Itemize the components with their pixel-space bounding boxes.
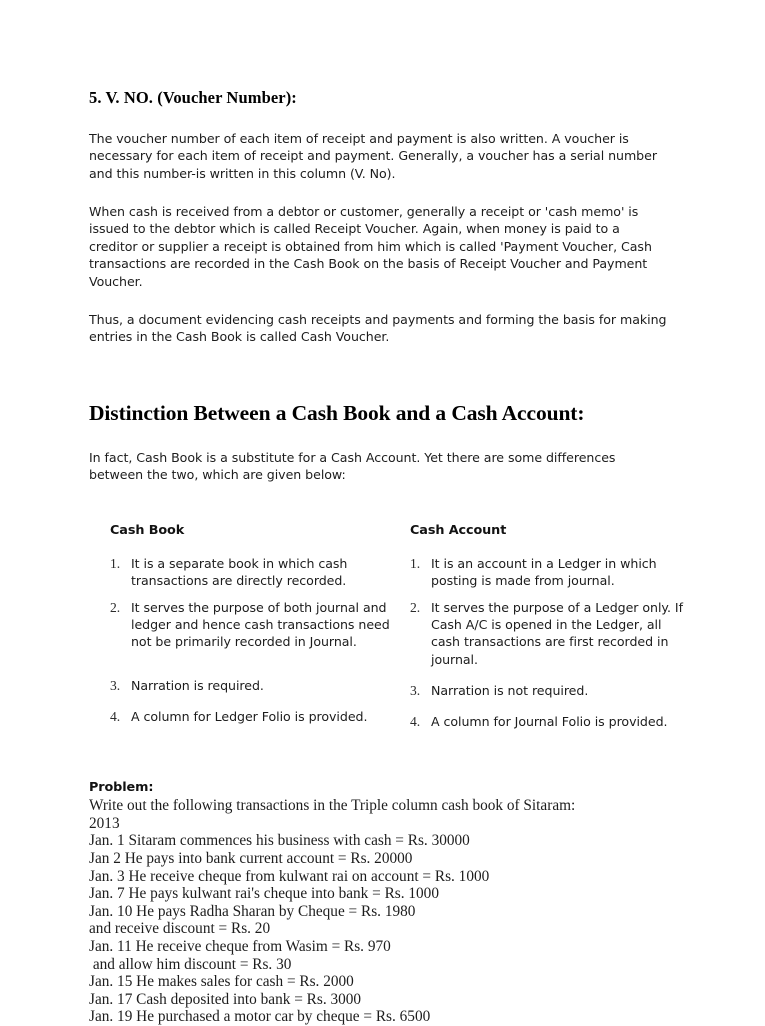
list-item-text: It serves the purpose of a Ledger only. If Cash A/C is opened in the Ledger, all cash transactions are first recorded in journal. (431, 599, 683, 667)
problem-heading: Problem: (89, 780, 154, 796)
list-item-number: 3. (110, 677, 121, 693)
column-title-cash-account: Cash Account (410, 522, 507, 538)
spacer-before-distinction (89, 367, 675, 400)
list-item (110, 599, 393, 651)
heading-distinction-cashbook-cashaccount: Distinction Between a Cash Book and a Cash Account: (89, 400, 585, 425)
problem-line: and receive discount = Rs. 20 (89, 920, 271, 938)
list-item-number: 1. (110, 555, 121, 571)
comparison-column-cash-account (410, 523, 693, 741)
problem-line: Jan. 7 He pays kulwant rai's cheque into bank = Rs. 1000 (89, 885, 439, 903)
list-item-text: It is a separate book in which cash transactions are directly recorded. (131, 555, 348, 588)
problem-line: and allow him discount = Rs. 30 (89, 955, 292, 973)
spacer-before-compare (89, 503, 675, 523)
problem-line: Jan. 17 Cash deposited into bank = Rs. 3000 (89, 990, 362, 1008)
problem-line: Jan. 15 He makes sales for cash = Rs. 2000 (89, 973, 354, 991)
problem-line: Write out the following transactions in the Triple column cash book of Sitaram: (89, 797, 576, 815)
paragraph-cash-voucher-conclusion: Thus, a document evidencing cash receipts and payments and forming the basis for making entries in the Cash Book is called Cash Voucher. (89, 312, 667, 345)
list-item-number: 4. (410, 713, 421, 729)
problem-line: Jan. 19 He purchased a motor car by cheque = Rs. 6500 (89, 1008, 431, 1026)
list-item (410, 555, 693, 589)
list-item (410, 682, 693, 699)
problem-line: 2013 (89, 814, 120, 832)
list-item (410, 599, 693, 668)
problem-block (89, 780, 675, 1026)
list-item-text: A column for Ledger Folio is provided. (131, 708, 368, 724)
cash-book-points-list (110, 555, 393, 725)
list-item-text: Narration is required. (131, 677, 264, 693)
list-item (110, 555, 393, 589)
paragraph-voucher-number-definition: The voucher number of each item of receipt and payment is also written. A voucher is necessary for each item of receipt and payment. Generally, a voucher has a serial number and this number-is written in this column (V. No). (89, 130, 657, 181)
document-content (89, 88, 683, 1026)
list-item-number: 4. (110, 708, 121, 724)
problem-line: Jan. 3 He receive cheque from kulwant rai on account = Rs. 1000 (89, 867, 490, 885)
paragraph-distinction-intro: In fact, Cash Book is a substitute for a Cash Account. Yet there are some differences between the two, which are given below: (89, 449, 616, 483)
spacer-before-problem (89, 740, 675, 780)
section-heading-voucher-number: 5. V. NO. (Voucher Number): (89, 88, 297, 107)
problem-line: Jan. 10 He pays Radha Sharan by Cheque = Rs. 1980 (89, 902, 416, 920)
comparison-columns (110, 523, 696, 741)
list-item-number: 2. (110, 599, 121, 615)
list-item-text: A column for Journal Folio is provided. (431, 713, 668, 729)
list-item-number: 3. (410, 682, 421, 698)
comparison-block (110, 523, 696, 741)
list-item-text: It serves the purpose of both journal and ledger and hence cash transactions need not be primarily recorded in Journal. (131, 599, 390, 650)
list-item-number: 2. (410, 599, 421, 615)
list-item (110, 677, 393, 694)
paragraph-receipt-payment-voucher: When cash is received from a debtor or customer, generally a receipt or 'cash memo' is issued to the debtor which is called Receipt Voucher. Again, when money is paid to a creditor or supplier a receipt is obtained from him which is called 'Payment Voucher, Cash transactions are recorded in the Cash Book on the basis of Receipt Voucher and Payment Voucher. (89, 204, 652, 289)
list-item-text: It is an account in a Ledger in which posting is made from journal. (431, 555, 657, 588)
problem-transaction-lines (89, 797, 675, 1026)
problem-line: Jan 2 He pays into bank current account = Rs. 20000 (89, 849, 413, 867)
column-title-cash-book: Cash Book (110, 522, 185, 538)
problem-line: Jan. 1 Sitaram commences his business with cash = Rs. 30000 (89, 832, 470, 850)
list-item-number: 1. (410, 555, 421, 571)
list-item-text: Narration is not required. (431, 682, 589, 698)
problem-line: Jan. 11 He receive cheque from Wasim = Rs. 970 (89, 937, 391, 955)
list-item (110, 708, 393, 725)
comparison-column-cash-book (110, 523, 393, 735)
cash-account-points-list (410, 555, 693, 731)
list-item (410, 713, 693, 730)
